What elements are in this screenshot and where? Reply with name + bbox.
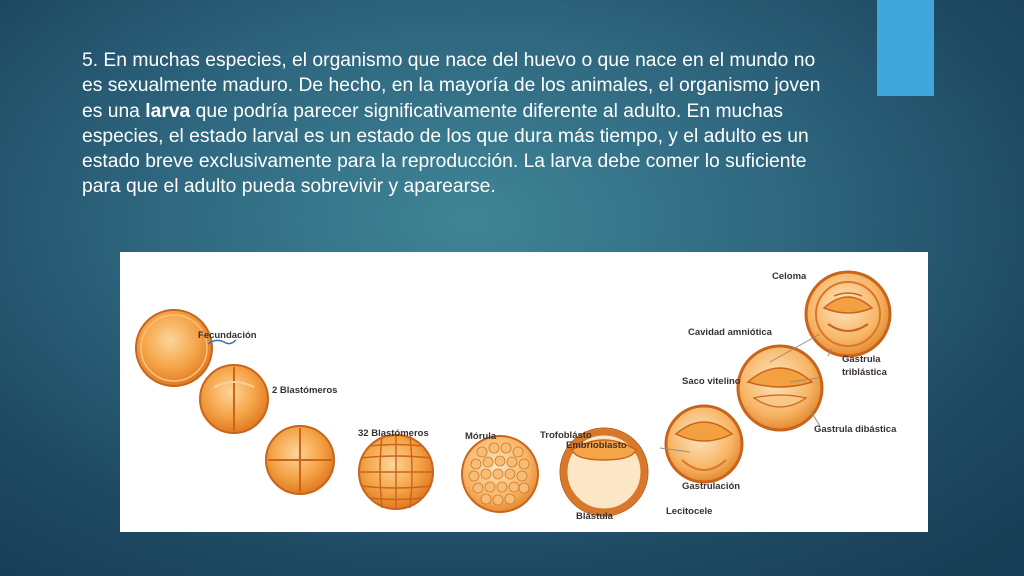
- embryo-diagram: [120, 252, 928, 532]
- emphasis-larva: larva: [145, 100, 191, 122]
- slide-body-text: [82, 48, 822, 200]
- label-cavidad-amniotica: Cavidad amniótica: [688, 327, 772, 338]
- embryo-development-figure: [120, 252, 928, 532]
- thirty-two-blastomeres-cell: [359, 435, 433, 509]
- diblastic-gastrula-cell: [738, 346, 822, 430]
- label-32-blastomeros: 32 Blastómeros: [358, 428, 429, 439]
- label-gastrula-triblastica-line2: triblástica: [842, 367, 887, 378]
- accent-bar: [877, 0, 934, 96]
- label-2-blastomeros: 2 Blastómeros: [272, 385, 338, 396]
- morula-cell: [462, 436, 538, 512]
- triblastic-gastrula-cell: [806, 272, 890, 356]
- label-gastrula-triblastica-line1: Gastrula: [842, 354, 881, 365]
- label-gastrulacion: Gastrulación: [682, 481, 741, 492]
- label-blastula: Blástula: [576, 511, 613, 522]
- label-morula: Mórula: [465, 431, 497, 442]
- label-fecundacion: Fecundación: [198, 330, 257, 341]
- label-lecitocele: Lecitocele: [666, 506, 713, 517]
- label-trofoblasto: Trofoblásto: [540, 430, 592, 441]
- four-cell-stage: [266, 426, 334, 494]
- paragraph-part-1: 5. En muchas especies, el organismo que nace del huevo o que nace en el mundo no es sexualmente maduro. De hecho, en la mayoría de los animales, el organismo joven es una: [82, 50, 821, 122]
- label-gastrula-dibastica: Gastrula dibástica: [814, 424, 897, 435]
- label-celoma: Celoma: [772, 271, 807, 282]
- paragraph-part-2: que podría parecer significativamente diferente al adulto. En muchas especies, el estado larval es un estado de los que dura más tiempo, y el adulto es un estado breve exclusivamente para la reproducción. La larva debe comer lo suficiente para que el adulto pueda sobrevivir y aparearse.: [82, 100, 809, 198]
- gastrulation-cell: [666, 406, 742, 482]
- label-embrioblasto: Embrioblasto: [566, 440, 627, 451]
- two-blastomeres-cell: [200, 365, 268, 433]
- label-saco-vitelino: Saco vitelino: [682, 376, 741, 387]
